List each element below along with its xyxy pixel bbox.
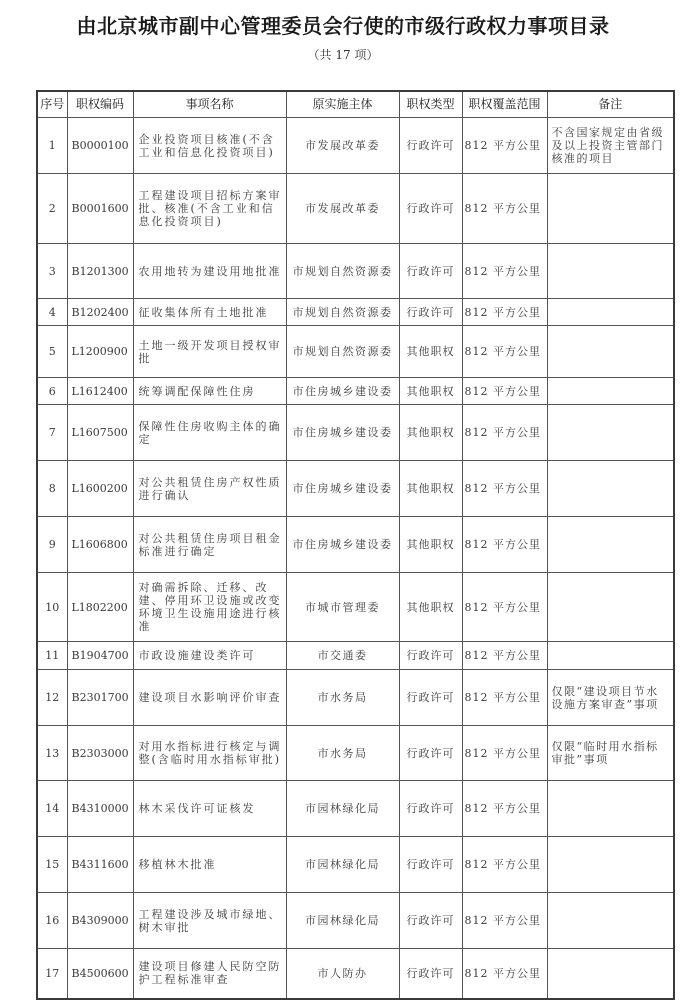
cell-note: 不含国家规定由省级及以上投资主管部门核准的项目 (547, 118, 674, 174)
cell-range: 812 平方公里 (462, 517, 547, 573)
cell-note (547, 326, 674, 378)
cell-code: B0001600 (67, 174, 133, 244)
table-row (37, 642, 674, 670)
cell-no: 4 (37, 299, 67, 326)
cell-type: 其他职权 (399, 378, 462, 405)
table-row (37, 573, 674, 642)
cell-dept: 市交通委 (286, 642, 399, 670)
cell-note (547, 299, 674, 326)
cell-dept: 市园林绿化局 (286, 837, 399, 893)
cell-type: 行政许可 (399, 837, 462, 893)
cell-range: 812 平方公里 (462, 949, 547, 999)
cell-range: 812 平方公里 (462, 573, 547, 642)
cell-note (547, 837, 674, 893)
cell-code: B0000100 (67, 118, 133, 174)
table-row (37, 244, 674, 299)
cell-code: L1612400 (67, 378, 133, 405)
cell-dept: 市住房城乡建设委 (286, 461, 399, 517)
cell-item-name: 建设项目修建人民防空防护工程标准审查 (133, 949, 286, 999)
cell-range: 812 平方公里 (462, 326, 547, 378)
cell-dept: 市规划自然资源委 (286, 299, 399, 326)
cell-dept: 市规划自然资源委 (286, 244, 399, 299)
cell-note (547, 405, 674, 461)
cell-code: L1200900 (67, 326, 133, 378)
cell-item-name: 工程建设涉及城市绿地、树木审批 (133, 893, 286, 949)
cell-type: 行政许可 (399, 949, 462, 999)
cell-item-name: 工程建设项目招标方案审批、核准(不含工业和信息化投资项目) (133, 174, 286, 244)
cell-range: 812 平方公里 (462, 118, 547, 174)
cell-no: 12 (37, 670, 67, 726)
cell-dept: 市水务局 (286, 670, 399, 726)
cell-range: 812 平方公里 (462, 642, 547, 670)
cell-type: 行政许可 (399, 118, 462, 174)
cell-item-name: 农用地转为建设用地批准 (133, 244, 286, 299)
table-row (37, 326, 674, 378)
cell-code: B2303000 (67, 726, 133, 781)
cell-no: 9 (37, 517, 67, 573)
table-row (37, 781, 674, 837)
cell-type: 其他职权 (399, 405, 462, 461)
cell-type: 行政许可 (399, 893, 462, 949)
table-row (37, 405, 674, 461)
header-name: 事项名称 (133, 91, 286, 118)
header-code: 职权编码 (67, 91, 133, 118)
table-row (37, 837, 674, 893)
cell-dept: 市园林绿化局 (286, 781, 399, 837)
cell-item-name: 征收集体所有土地批准 (133, 299, 286, 326)
cell-type: 行政许可 (399, 726, 462, 781)
cell-item-name: 统筹调配保障性住房 (133, 378, 286, 405)
cell-note (547, 893, 674, 949)
cell-code: B1201300 (67, 244, 133, 299)
header-range: 职权覆盖范围 (462, 91, 547, 118)
power-items-table (36, 90, 675, 1000)
cell-item-name: 企业投资项目核准(不含工业和信息化投资项目) (133, 118, 286, 174)
cell-type: 行政许可 (399, 244, 462, 299)
header-dept: 原实施主体 (286, 91, 399, 118)
cell-type: 行政许可 (399, 670, 462, 726)
cell-no: 5 (37, 326, 67, 378)
cell-item-name: 对公共租赁住房项目租金标准进行确定 (133, 517, 286, 573)
cell-item-name: 建设项目水影响评价审查 (133, 670, 286, 726)
cell-code: B4310000 (67, 781, 133, 837)
cell-item-name: 移植林木批准 (133, 837, 286, 893)
table-row (37, 726, 674, 781)
table-row (37, 670, 674, 726)
table-body (37, 118, 674, 999)
cell-type: 其他职权 (399, 326, 462, 378)
table-row (37, 378, 674, 405)
cell-code: B4309000 (67, 893, 133, 949)
cell-range: 812 平方公里 (462, 837, 547, 893)
cell-dept: 市园林绿化局 (286, 893, 399, 949)
cell-range: 812 平方公里 (462, 378, 547, 405)
cell-dept: 市发展改革委 (286, 174, 399, 244)
cell-note (547, 244, 674, 299)
table-row (37, 949, 674, 999)
cell-code: L1607500 (67, 405, 133, 461)
cell-dept: 市住房城乡建设委 (286, 517, 399, 573)
cell-type: 行政许可 (399, 642, 462, 670)
cell-dept: 市水务局 (286, 726, 399, 781)
table-row (37, 174, 674, 244)
cell-note (547, 642, 674, 670)
table-row (37, 893, 674, 949)
cell-no: 1 (37, 118, 67, 174)
cell-range: 812 平方公里 (462, 461, 547, 517)
cell-no: 15 (37, 837, 67, 893)
cell-dept: 市住房城乡建设委 (286, 405, 399, 461)
cell-note (547, 517, 674, 573)
table-row (37, 299, 674, 326)
cell-no: 11 (37, 642, 67, 670)
cell-dept: 市发展改革委 (286, 118, 399, 174)
cell-note (547, 174, 674, 244)
cell-type: 行政许可 (399, 299, 462, 326)
header-type: 职权类型 (399, 91, 462, 118)
table-header-row (37, 91, 674, 118)
cell-type: 其他职权 (399, 461, 462, 517)
cell-no: 3 (37, 244, 67, 299)
cell-item-name: 对用水指标进行核定与调整(含临时用水指标审批) (133, 726, 286, 781)
cell-code: L1600200 (67, 461, 133, 517)
cell-dept: 市住房城乡建设委 (286, 378, 399, 405)
cell-code: B4500600 (67, 949, 133, 999)
cell-item-name: 保障性住房收购主体的确定 (133, 405, 286, 461)
cell-range: 812 平方公里 (462, 893, 547, 949)
cell-no: 2 (37, 174, 67, 244)
cell-no: 14 (37, 781, 67, 837)
cell-item-name: 对公共租赁住房产权性质进行确认 (133, 461, 286, 517)
cell-note (547, 781, 674, 837)
cell-range: 812 平方公里 (462, 299, 547, 326)
cell-item-name: 市政设施建设类许可 (133, 642, 286, 670)
cell-range: 812 平方公里 (462, 726, 547, 781)
header-note: 备注 (547, 91, 674, 118)
document-subtitle: （共 17 项） (307, 48, 379, 62)
cell-note: 仅限“建设项目节水设施方案审查”事项 (547, 670, 674, 726)
cell-code: B2301700 (67, 670, 133, 726)
cell-dept: 市城市管理委 (286, 573, 399, 642)
cell-no: 8 (37, 461, 67, 517)
cell-type: 行政许可 (399, 174, 462, 244)
cell-note (547, 378, 674, 405)
cell-range: 812 平方公里 (462, 405, 547, 461)
table-row (37, 461, 674, 517)
cell-no: 10 (37, 573, 67, 642)
cell-code: L1606800 (67, 517, 133, 573)
cell-type: 其他职权 (399, 517, 462, 573)
cell-no: 6 (37, 378, 67, 405)
cell-code: B1904700 (67, 642, 133, 670)
cell-code: B1202400 (67, 299, 133, 326)
cell-item-name: 林木采伐许可证核发 (133, 781, 286, 837)
table-row (37, 118, 674, 174)
cell-dept: 市规划自然资源委 (286, 326, 399, 378)
cell-note (547, 949, 674, 999)
cell-dept: 市人防办 (286, 949, 399, 999)
cell-code: B4311600 (67, 837, 133, 893)
cell-note (547, 573, 674, 642)
cell-no: 13 (37, 726, 67, 781)
cell-range: 812 平方公里 (462, 781, 547, 837)
cell-item-name: 对确需拆除、迁移、改建、停用环卫设施或改变环境卫生设施用途进行核准 (133, 573, 286, 642)
cell-range: 812 平方公里 (462, 244, 547, 299)
cell-note (547, 461, 674, 517)
cell-type: 其他职权 (399, 573, 462, 642)
cell-no: 7 (37, 405, 67, 461)
cell-code: L1802200 (67, 573, 133, 642)
cell-type: 行政许可 (399, 781, 462, 837)
cell-no: 17 (37, 949, 67, 999)
cell-no: 16 (37, 893, 67, 949)
header-no: 序号 (37, 91, 67, 118)
cell-range: 812 平方公里 (462, 174, 547, 244)
cell-item-name: 土地一级开发项目授权审批 (133, 326, 286, 378)
table-row (37, 517, 674, 573)
cell-note: 仅限“临时用水指标审批”事项 (547, 726, 674, 781)
cell-range: 812 平方公里 (462, 670, 547, 726)
document-title: 由北京城市副中心管理委员会行使的市级行政权力事项目录 (76, 14, 610, 38)
